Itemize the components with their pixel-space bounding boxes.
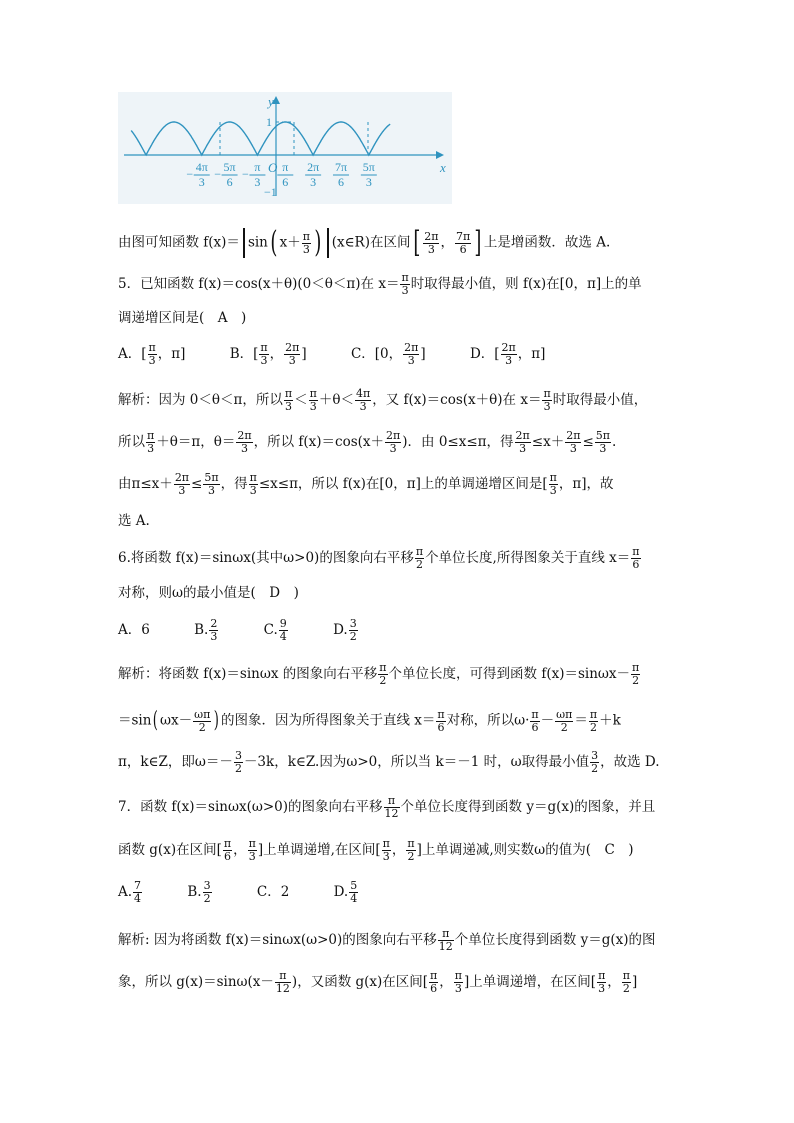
x-tick-label bbox=[277, 160, 293, 189]
q7-line2: 函数 g(x)在区间[ $\frac{\pi}{6}$ ， $\frac{\pi}{3}$ ]上单调递增,在区间[ $\frac{\pi}{3}$ ， $\frac{\pi}{2}$ ]上单调递减,则实数ω的值为( C ) bbox=[118, 837, 634, 863]
q7-options bbox=[118, 880, 694, 905]
q7-line1: 7．函数 f(x)＝sinωx(ω>0)的图象向右平移 $\frac{\pi}{12}$ 个单位长度得到函数 y＝g(x)的图象，并且 bbox=[118, 794, 656, 820]
q7-option-d: D. $\frac{5}{4}$ bbox=[333, 879, 358, 905]
q5-option-c: C．[0， $\frac{2\pi}{3}$ ] bbox=[350, 341, 426, 367]
curve-path bbox=[131, 122, 390, 155]
fraction: $\frac{\pi}{3}$ bbox=[302, 229, 310, 256]
q5-option-b: B．[ $\frac{\pi}{3}$ ， $\frac{2\pi}{3}$ ] bbox=[229, 341, 307, 367]
s5-line2: 所以 $\frac{\pi}{3}$ ＋θ＝π，θ＝ $\frac{2\pi}{3}$ ，所以 f(x)＝cos(x＋ $\frac{2\pi}{3}$ )．由 0≤x≤π，得 $\frac{2\pi}{3}$ ≤x＋ $\frac{2\pi}{3}$ ≤ $\frac{5\pi}{3}$ . bbox=[118, 429, 617, 455]
abs-sine-curve bbox=[126, 136, 146, 155]
q6-options bbox=[118, 618, 694, 643]
x-label: x bbox=[440, 160, 446, 175]
q7-option-a: A. $\frac{7}{4}$ bbox=[118, 879, 142, 905]
svg-text:6: 6 bbox=[337, 175, 344, 189]
q6-option-b: B. $\frac{2}{3}$ bbox=[194, 617, 218, 643]
abs-bar-left bbox=[243, 228, 245, 258]
text: 上是增函数．故选 A. bbox=[483, 234, 611, 251]
text: 时取得最小值，则 f(x)在[0，π]上的单 bbox=[410, 276, 642, 292]
svg-text:2π: 2π bbox=[307, 160, 320, 174]
graph-figure bbox=[118, 92, 452, 204]
q5-options bbox=[118, 342, 694, 367]
q6-option-d: D. $\frac{3}{2}$ bbox=[333, 617, 357, 643]
q5-option-d: D．[ $\frac{2\pi}{3}$ ，π] bbox=[469, 341, 546, 367]
svg-text:4π: 4π bbox=[195, 160, 208, 174]
text: sin bbox=[247, 234, 268, 251]
q7-option-b: B. $\frac{3}{2}$ bbox=[187, 879, 211, 905]
x-tick-label bbox=[242, 160, 265, 189]
svg-text:6: 6 bbox=[226, 175, 233, 189]
x-tick-label bbox=[186, 160, 209, 189]
q5-line1 bbox=[118, 272, 694, 297]
q5-option-a: A．[ $\frac{\pi}{3}$ ，π] bbox=[118, 341, 186, 367]
y-label: y bbox=[268, 94, 274, 109]
svg-text:π: π bbox=[254, 160, 261, 174]
conclusion-line bbox=[118, 225, 694, 260]
svg-text:−: − bbox=[186, 167, 194, 181]
svg-text:−: − bbox=[242, 167, 249, 181]
svg-text:3: 3 bbox=[365, 175, 372, 189]
text: 5．已知函数 f(x)＝cos(x＋θ)(0＜θ＜π)在 x＝ bbox=[118, 276, 400, 292]
abs-bar-right bbox=[327, 228, 329, 258]
q6-option-c: C. $\frac{9}{4}$ bbox=[263, 617, 287, 643]
svg-text:π: π bbox=[282, 160, 289, 174]
abs-sine-graph bbox=[118, 92, 452, 204]
ym1-label: −1 bbox=[264, 185, 277, 199]
svg-text:3: 3 bbox=[310, 175, 317, 189]
s5-line4: 选 A. bbox=[118, 513, 150, 529]
s6-line3: π，k∈Z，即ω＝－ $\frac{3}{2}$ －3k，k∈Z.因为ω>0，所以当 k＝－1 时，ω取得最小值 $\frac{3}{2}$ ，故选 D. bbox=[118, 749, 660, 775]
s6-line2: ＝sin( ωx－ $\frac{\omega\pi}{2}$ ) 的图象．因为所得图象关于直线 x＝ $\frac{\pi}{6}$ 对称，所以ω· $\frac{\pi}{6}$ － $\frac{\omega\pi}{2}$ ＝ $\frac{\pi}{2}$ ＋k bbox=[118, 707, 621, 734]
bracket-right: ] bbox=[474, 225, 482, 260]
svg-text:6: 6 bbox=[282, 175, 289, 189]
origin-label: O bbox=[268, 160, 278, 175]
q6-line1: 6.将函数 f(x)＝sinωx(其中ω>0)的图象向右平移 $\frac{\pi}{2}$ 个单位长度,所得图象关于直线 x＝ $\frac{\pi}{6}$ bbox=[118, 545, 640, 571]
x-tick-label bbox=[361, 160, 377, 189]
s7-line1: 解析: 因为将函数 f(x)＝sinωx(ω>0)的图象向右平移 $\frac{\pi}{12}$ 个单位长度得到函数 y＝g(x)的图 bbox=[118, 927, 656, 953]
q7-option-c: C．2 bbox=[256, 884, 290, 900]
svg-text:3: 3 bbox=[198, 175, 205, 189]
svg-text:7π: 7π bbox=[334, 160, 348, 174]
fraction: $\frac{2\pi}{3}$ bbox=[424, 229, 439, 256]
s5-line3: 由π≤x＋ $\frac{2\pi}{3}$ ≤ $\frac{5\pi}{3}$ ，得 $\frac{\pi}{3}$ ≤x≤π，所以 f(x)在[0，π]上的单调递增区间是[ $\frac{\pi}{3}$ ，π]，故 bbox=[118, 471, 614, 497]
s5-line1: 解析：因为 0＜θ＜π，所以 $\frac{\pi}{3}$ ＜ $\frac{\pi}{3}$ ＋θ＜ $\frac{4\pi}{3}$ ，又 f(x)＝cos(x＋θ)在 x＝ $\frac{\pi}{3}$ 时取得最小值， bbox=[118, 387, 648, 413]
text: ， bbox=[440, 234, 454, 251]
fraction: $\frac{\pi}{3}$ bbox=[401, 271, 409, 297]
s6-line1: 解析：将函数 f(x)＝sinωx 的图象向右平移 $\frac{\pi}{2}$ 个单位长度，可得到函数 f(x)＝sinωx－ $\frac{\pi}{2}$ bbox=[118, 661, 640, 687]
x-tick-label bbox=[214, 160, 237, 189]
x-tick-label bbox=[333, 160, 349, 189]
svg-text:3: 3 bbox=[254, 175, 261, 189]
q5-line2: 调递增区间是( A ) bbox=[118, 310, 247, 326]
paren-left: ( bbox=[270, 225, 278, 260]
q6-line2: 对称，则ω的最小值是( D ) bbox=[118, 585, 299, 601]
q6-option-a: A．6 bbox=[118, 622, 150, 638]
paren-right: ) bbox=[314, 225, 322, 260]
svg-text:5π: 5π bbox=[223, 160, 236, 174]
text: x＋ bbox=[279, 234, 301, 251]
svg-text:5π: 5π bbox=[362, 160, 375, 174]
text: 由图可知函数 f(x)＝ bbox=[118, 234, 240, 251]
bracket-left: [ bbox=[412, 225, 420, 260]
fraction: $\frac{7\pi}{6}$ bbox=[455, 229, 471, 256]
x-tick-labels bbox=[186, 160, 376, 189]
svg-text:−: − bbox=[214, 167, 221, 181]
x-axis-arrow bbox=[436, 151, 444, 159]
text: (x∈R)在区间 bbox=[331, 234, 411, 251]
s7-line2: 象，所以 g(x)＝sinω(x－ $\frac{\pi}{12}$ )，又函数 g(x)在区间[ $\frac{\pi}{6}$ ， $\frac{\pi}{3}$ ]上单调递增，在区间[ $\frac{\pi}{3}$ ， $\frac{\pi}{2}$ ] bbox=[118, 969, 638, 995]
x-tick-label bbox=[305, 160, 321, 189]
y1-label: 1 bbox=[266, 115, 272, 129]
